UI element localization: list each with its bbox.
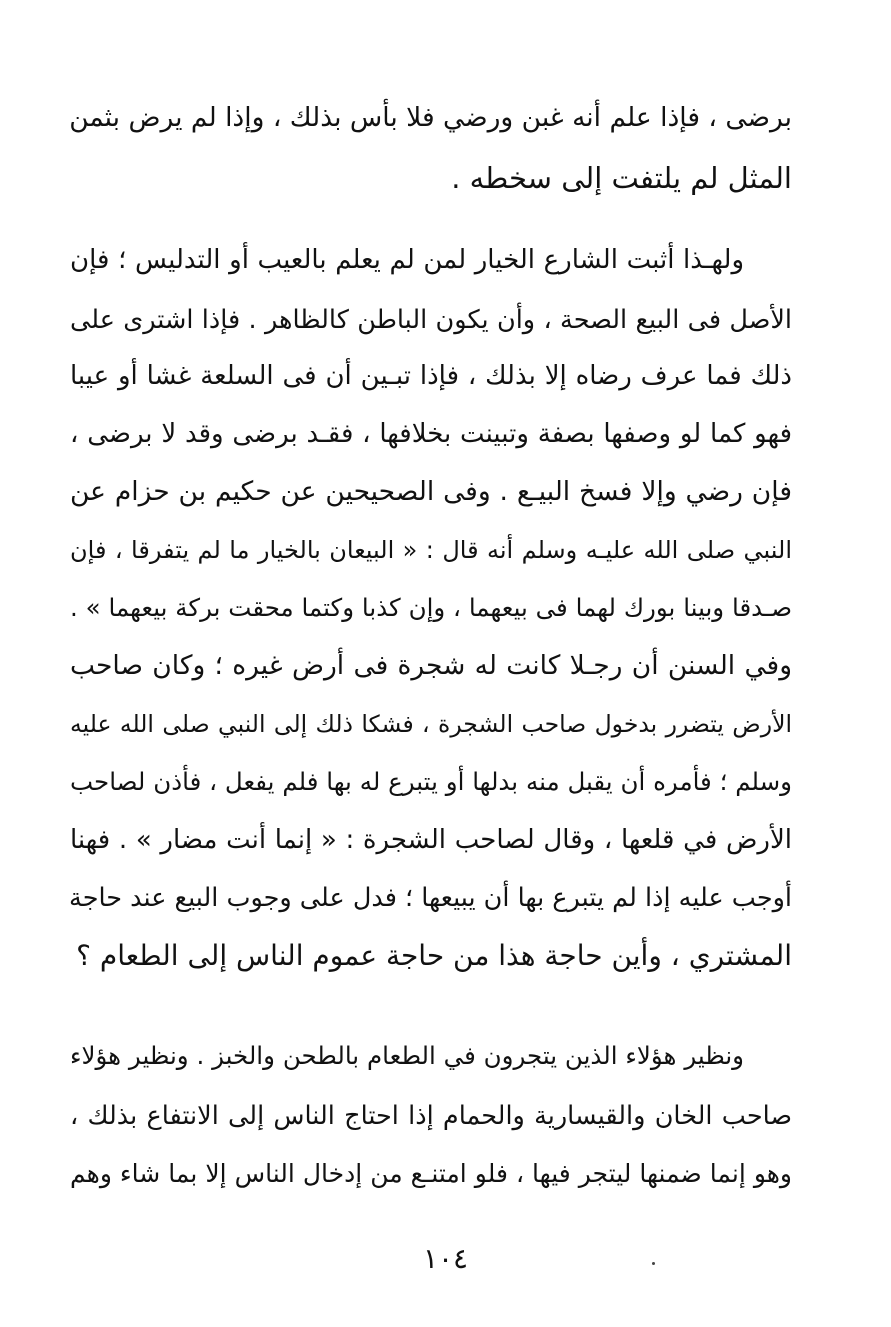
text-line: وسلم ؛ فأمره أن يقبل منه بدلها أو يتبرع له بها فلم يفعل ، فأذن لصاحب <box>70 767 792 796</box>
print-speck <box>652 1262 655 1265</box>
text-line: ونظير هؤلاء الذين يتجرون في الطعام بالطحن والخبز . ونظير هؤلاء <box>70 1041 744 1070</box>
text-line: فهو كما لو وصفها بصفة وتبينت بخلافها ، فقـد برضى وقد لا برضى ، <box>70 419 792 449</box>
text-line: المشتري ، وأين حاجة هذا من حاجة عموم الناس إلى الطعام ؟ <box>76 939 792 972</box>
text-line: المثل لم يلتفت إلى سخطه . <box>451 161 792 195</box>
text-line: ذلك فما عرف رضاه إلا بذلك ، فإذا تبـين أن فى السلعة غشا أو عيبا <box>70 361 792 391</box>
text-line: وفي السنن أن رجـلا كانت له شجرة فى أرض غيره ؛ وكان صاحب <box>70 650 792 681</box>
text-line: صاحب الخان والقيسارية والحمام إذا احتاج الناس إلى الانتفاع بذلك ، <box>70 1101 792 1131</box>
page-number: ١٠٤ <box>422 1242 469 1275</box>
text-line: صـدقا وبينا بورك لهما فى بيعهما ، وإن كذبا وكتما محقت بركة بيعهما » . <box>70 593 792 622</box>
text-line: وهو إنما ضمنها ليتجر فيها ، فلو امتنـع من إدخال الناس إلا بما شاء وهم <box>70 1159 792 1188</box>
text-line: أوجب عليه إذا لم يتبرع بها أن يبيعها ؛ فدل على وجوب البيع عند حاجة <box>69 883 792 913</box>
text-line: برضى ، فإذا علم أنه غبن ورضي فلا بأس بذلك ، وإذا لم يرض بثمن <box>69 102 792 133</box>
text-line: فإن رضي وإلا فسخ البيـع . وفى الصحيحين عن حكيم بن حزام عن <box>70 476 792 507</box>
text-line: الأرض في قلعها ، وقال لصاحب الشجرة : « إنما أنت مضار » . فهنا <box>70 825 792 855</box>
text-line: الأرض يتضرر بدخول صاحب الشجرة ، فشكا ذلك إلى النبي صلى الله عليه <box>70 710 792 738</box>
text-line: النبي صلى الله عليـه وسلم أنه قال : « البيعان بالخيار ما لم يتفرقا ، فإن <box>70 536 792 564</box>
text-line: الأصل فى البيع الصحة ، وأن يكون الباطن كالظاهر . فإذا اشترى على <box>70 305 792 335</box>
text-line: ولهـذا أثبت الشارع الخيار لمن لم يعلم بالعيب أو التدليس ؛ فإن <box>70 245 744 275</box>
